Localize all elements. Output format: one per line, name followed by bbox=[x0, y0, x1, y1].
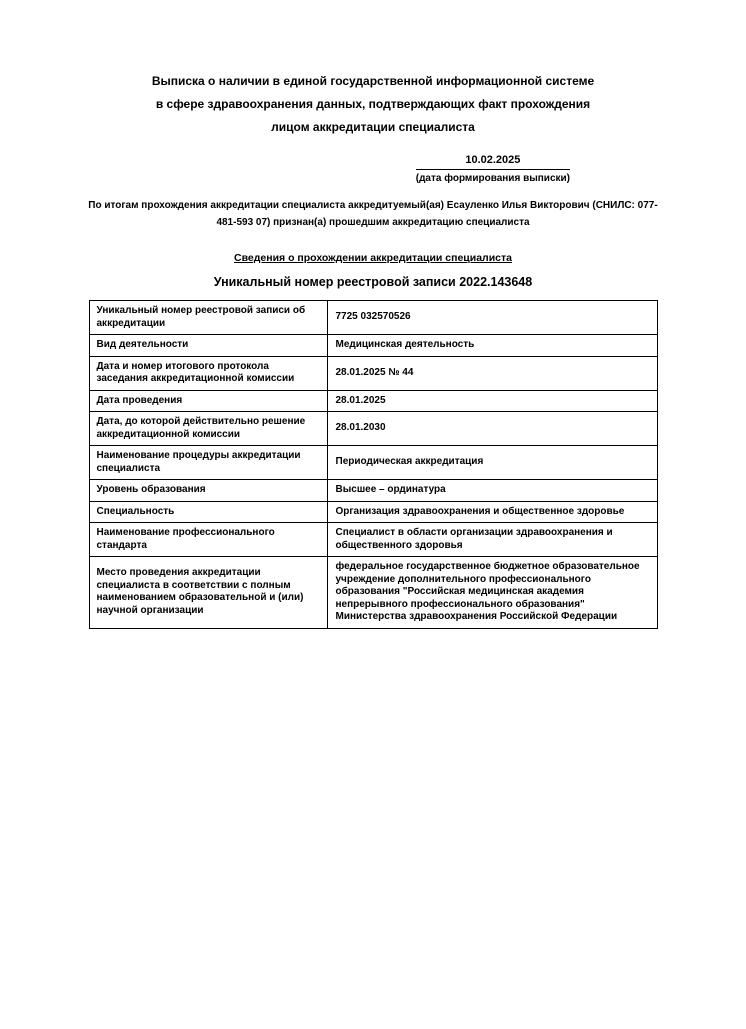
row-label: Наименование профессионального стандарта bbox=[89, 523, 327, 557]
section-heading: Сведения о прохождении аккредитации специалиста bbox=[234, 252, 512, 264]
row-label: Дата и номер итогового протокола заседания аккредитационной комиссии bbox=[89, 356, 327, 390]
table-row bbox=[89, 523, 657, 557]
row-value: Организация здравоохранения и общественное здоровье bbox=[327, 501, 657, 523]
table-row bbox=[89, 446, 657, 480]
row-value: 28.01.2025 bbox=[327, 390, 657, 412]
row-label: Уникальный номер реестровой записи об аккредитации bbox=[89, 301, 327, 335]
row-value: 7725 032570526 bbox=[327, 301, 657, 335]
row-label: Дата проведения bbox=[89, 390, 327, 412]
row-value: Медицинская деятельность bbox=[327, 335, 657, 357]
table-row bbox=[89, 557, 657, 629]
table-row bbox=[89, 390, 657, 412]
row-value: федеральное государственное бюджетное образовательное учреждение дополнительного профессионального образования "Российская медицинская академия непрерывного профессионального образования" Министерства здравоохранения Российской Федерации bbox=[327, 557, 657, 629]
row-label: Вид деятельности bbox=[89, 335, 327, 357]
row-label: Уровень образования bbox=[89, 480, 327, 502]
row-label: Дата, до которой действительно решение аккредитационной комиссии bbox=[89, 412, 327, 446]
table-row bbox=[89, 356, 657, 390]
table-row bbox=[89, 412, 657, 446]
row-value: 28.01.2025 № 44 bbox=[327, 356, 657, 390]
table-row bbox=[89, 480, 657, 502]
table-row bbox=[89, 335, 657, 357]
extract-date-caption: (дата формирования выписки) bbox=[415, 173, 570, 184]
row-label: Место проведения аккредитации специалиста в соответствии с полным наименованием образовательной и (или) научной организации bbox=[89, 557, 327, 629]
accreditation-table bbox=[89, 300, 658, 629]
table-row bbox=[89, 301, 657, 335]
intro-paragraph: По итогам прохождения аккредитации специалиста аккредитуемый(ая) Есауленко Илья Викторович (СНИЛС: 077-481-593 07) признан(а) прошедшим аккредитацию специалиста bbox=[88, 200, 658, 228]
row-value: Специалист в области организации здравоохранения и общественного здоровья bbox=[327, 523, 657, 557]
extract-date-block bbox=[416, 154, 570, 185]
row-label: Наименование процедуры аккредитации специалиста bbox=[89, 446, 327, 480]
extract-date: 10.02.2025 bbox=[416, 154, 570, 170]
row-value: Высшее – ординатура bbox=[327, 480, 657, 502]
document-title: Выписка о наличии в единой государственной информационной системе в сфере здравоохранения данных, подтверждающих факт прохождения лицом аккредитации специалиста bbox=[151, 74, 595, 134]
row-label: Специальность bbox=[89, 501, 327, 523]
row-value: 28.01.2030 bbox=[327, 412, 657, 446]
table-row bbox=[89, 501, 657, 523]
row-value: Периодическая аккредитация bbox=[327, 446, 657, 480]
record-number-heading: Уникальный номер реестровой записи 2022.143648 bbox=[213, 275, 533, 289]
